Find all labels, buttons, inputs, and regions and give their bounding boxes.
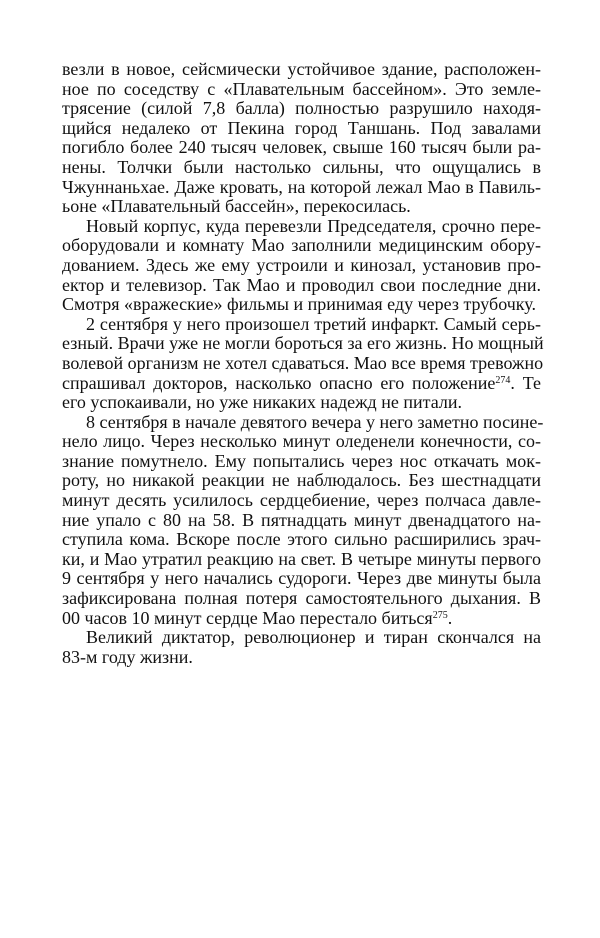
paragraph-5 [62, 628, 541, 667]
text-line: Новый корпус, куда перевезли Председателя, срочно пере- [86, 215, 541, 236]
text-segment: 00 часов 10 минут сердце Мао перестало биться [62, 607, 433, 628]
text-line: оборудовали и комнату Мао заполнили медицинским обору- [62, 235, 541, 256]
footnote-ref[interactable]: 275 [432, 609, 448, 621]
text-line: дованием. Здесь же ему устроили и кинозал, установив про- [62, 254, 541, 275]
paragraph-3 [62, 313, 544, 413]
text-line: щийся недалеко от Пекина город Таншань. Под завалами [62, 117, 541, 138]
text-segment: . Те [510, 372, 541, 393]
text-line: Чжуннаньхае. Даже кровать, на которой лежал Мао в Павиль- [62, 176, 541, 197]
text-line: нены. Толчки были настолько сильны, что ощущались в [62, 156, 541, 177]
text-line: ние упало с 80 на 58. В пятнадцать минут двенадцатого на- [62, 509, 541, 530]
text-line: волевой организм не хотел сдаваться. Мао все время тревожно [62, 352, 544, 373]
text-line: Смотря «вражеские» фильмы и принимая еду через трубочку. [62, 294, 536, 315]
text-segment: . [447, 607, 453, 628]
text-line [62, 609, 541, 629]
paragraph-2 [62, 217, 541, 315]
text-line: ки, и Мао утратил реакцию на свет. В четыре минуты первого [62, 548, 541, 569]
text-line: ное по соседству с «Плавательным бассейном». Это земле- [62, 78, 541, 99]
text-line: ектор и телевизор. Так Мао и проводил свои последние дни. [62, 274, 541, 295]
text-line: 2 сентября у него произошел третий инфаркт. Самый серь- [86, 313, 541, 334]
text-line: ступила кома. Вскоре после этого сильно расширились зрач- [62, 529, 541, 550]
text-line: везли в новое, сейсмически устойчивое здание, расположен- [62, 59, 541, 79]
text-line: езный. Врачи уже не могли бороться за его жизнь. Но мощный [62, 333, 544, 354]
text-line: 83-м году жизни. [62, 646, 193, 667]
text-line: Великий диктатор, революционер и тиран скончался на [86, 627, 541, 648]
text-line: роту, но никакой реакции не наблюдалось. Без шестнадцати [62, 470, 541, 491]
book-page [62, 59, 544, 667]
text-line [62, 374, 541, 394]
text-segment: спрашивал докторов, насколько опасно его положение [62, 372, 496, 393]
paragraph-1 [62, 60, 541, 217]
text-line: нело лицо. Через несколько минут оледенели конечности, со- [62, 431, 541, 452]
text-line: 9 сентября у него начались судороги. Через две минуты была [62, 568, 541, 589]
text-line: зафиксирована полная потеря самостоятельного дыхания. В [62, 588, 541, 609]
paragraph-4 [62, 411, 544, 629]
text-line: погибло более 240 тысяч человек, свыше 160 тысяч были ра- [62, 137, 541, 158]
text-line: минут десять усилилось сердцебиение, через полчаса давле- [62, 490, 541, 511]
text-line: знание помутнело. Ему попытались через нос откачать мок- [62, 450, 541, 471]
footnote-ref[interactable]: 274 [495, 374, 511, 386]
text-line: трясение (силой 7,8 балла) полностью разрушило находя- [62, 98, 541, 119]
text-line: 8 сентября в начале девятого вечера у него заметно посине- [86, 411, 544, 432]
text-line: ьоне «Плавательный бассейн», перекосилась. [62, 196, 411, 217]
text-line: его успокаивали, но уже никаких надежд не питали. [62, 392, 462, 413]
